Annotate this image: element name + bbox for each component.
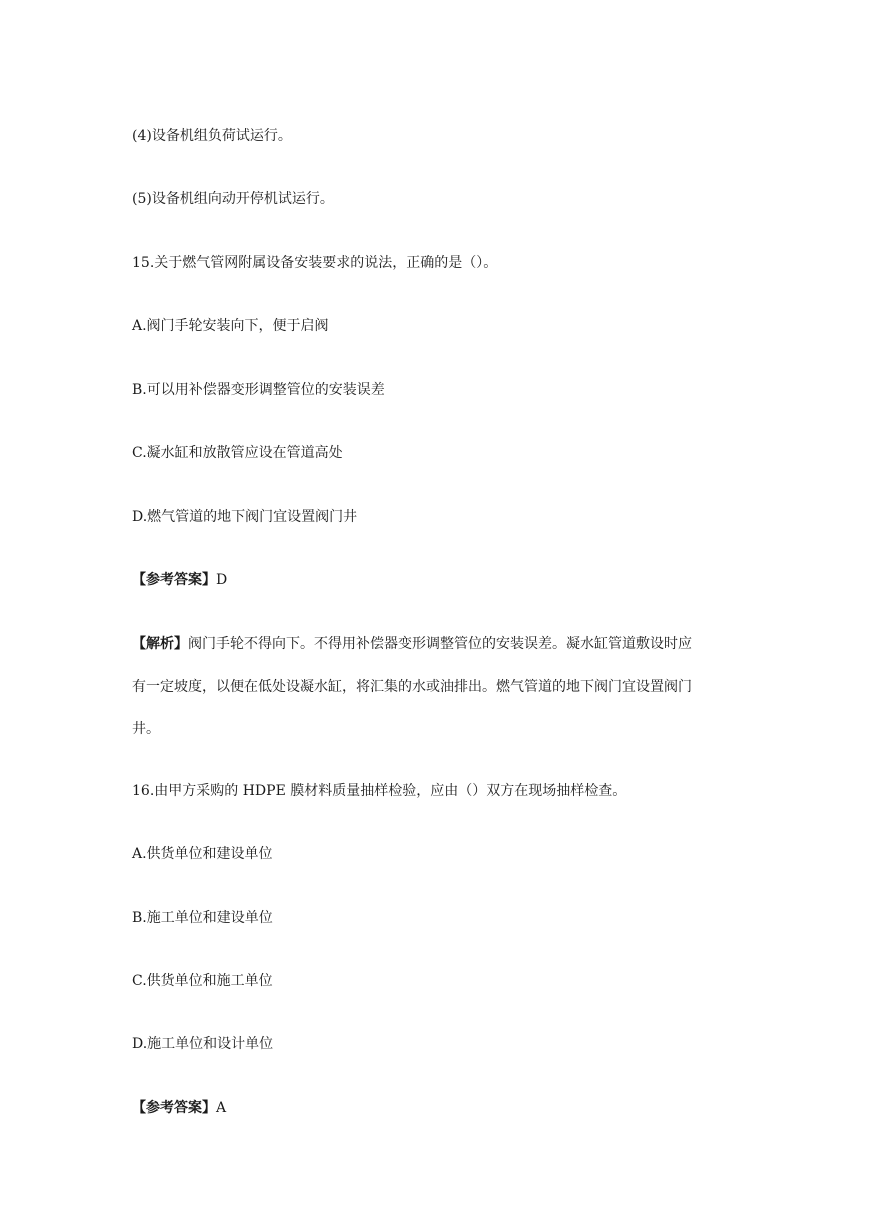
question-15-option-b: B.可以用补偿器变形调整管位的安装误差 xyxy=(132,382,385,398)
question-16-stem: 16.由甲方采购的 HDPE 膜材料质量抽样检验，应由（）双方在现场抽样检查。 xyxy=(132,783,627,799)
question-15-option-c: C.凝水缸和放散管应设在管道高处 xyxy=(132,445,343,461)
question-16-answer xyxy=(132,1098,226,1118)
answer-value: A xyxy=(216,1100,227,1116)
answer-label: 【参考答案】 xyxy=(132,572,216,588)
question-15-analysis-line-3: 井。 xyxy=(132,721,160,737)
step-4: (4)设备机组负荷试运行。 xyxy=(132,128,292,144)
question-15-answer xyxy=(132,570,227,590)
step-5: (5)设备机组向动开停机试运行。 xyxy=(132,191,334,207)
question-16-option-b: B.施工单位和建设单位 xyxy=(132,910,273,926)
answer-value: D xyxy=(216,572,228,588)
question-16-option-d: D.施工单位和设计单位 xyxy=(132,1036,274,1052)
question-15-analysis-line-1 xyxy=(132,634,752,654)
question-15-analysis-line-2: 有一定坡度，以便在低处设凝水缸，将汇集的水或油排出。燃气管道的地下阀门宜设置阀门 xyxy=(132,679,692,695)
question-16-option-a: A.供货单位和建设单位 xyxy=(132,846,273,862)
question-15-option-d: D.燃气管道的地下阀门宜设置阀门井 xyxy=(132,509,358,525)
question-15-option-a: A.阀门手轮安装向下，便于启阀 xyxy=(132,318,329,334)
question-15-stem: 15.关于燃气管网附属设备安装要求的说法，正确的是（）。 xyxy=(132,255,498,271)
analysis-text: 阀门手轮不得向下。不得用补偿器变形调整管位的安装误差。凝水缸管道敷设时应 xyxy=(188,636,692,652)
analysis-label: 【解析】 xyxy=(132,636,188,652)
answer-label: 【参考答案】 xyxy=(132,1100,216,1116)
question-16-option-c: C.供货单位和施工单位 xyxy=(132,973,273,989)
